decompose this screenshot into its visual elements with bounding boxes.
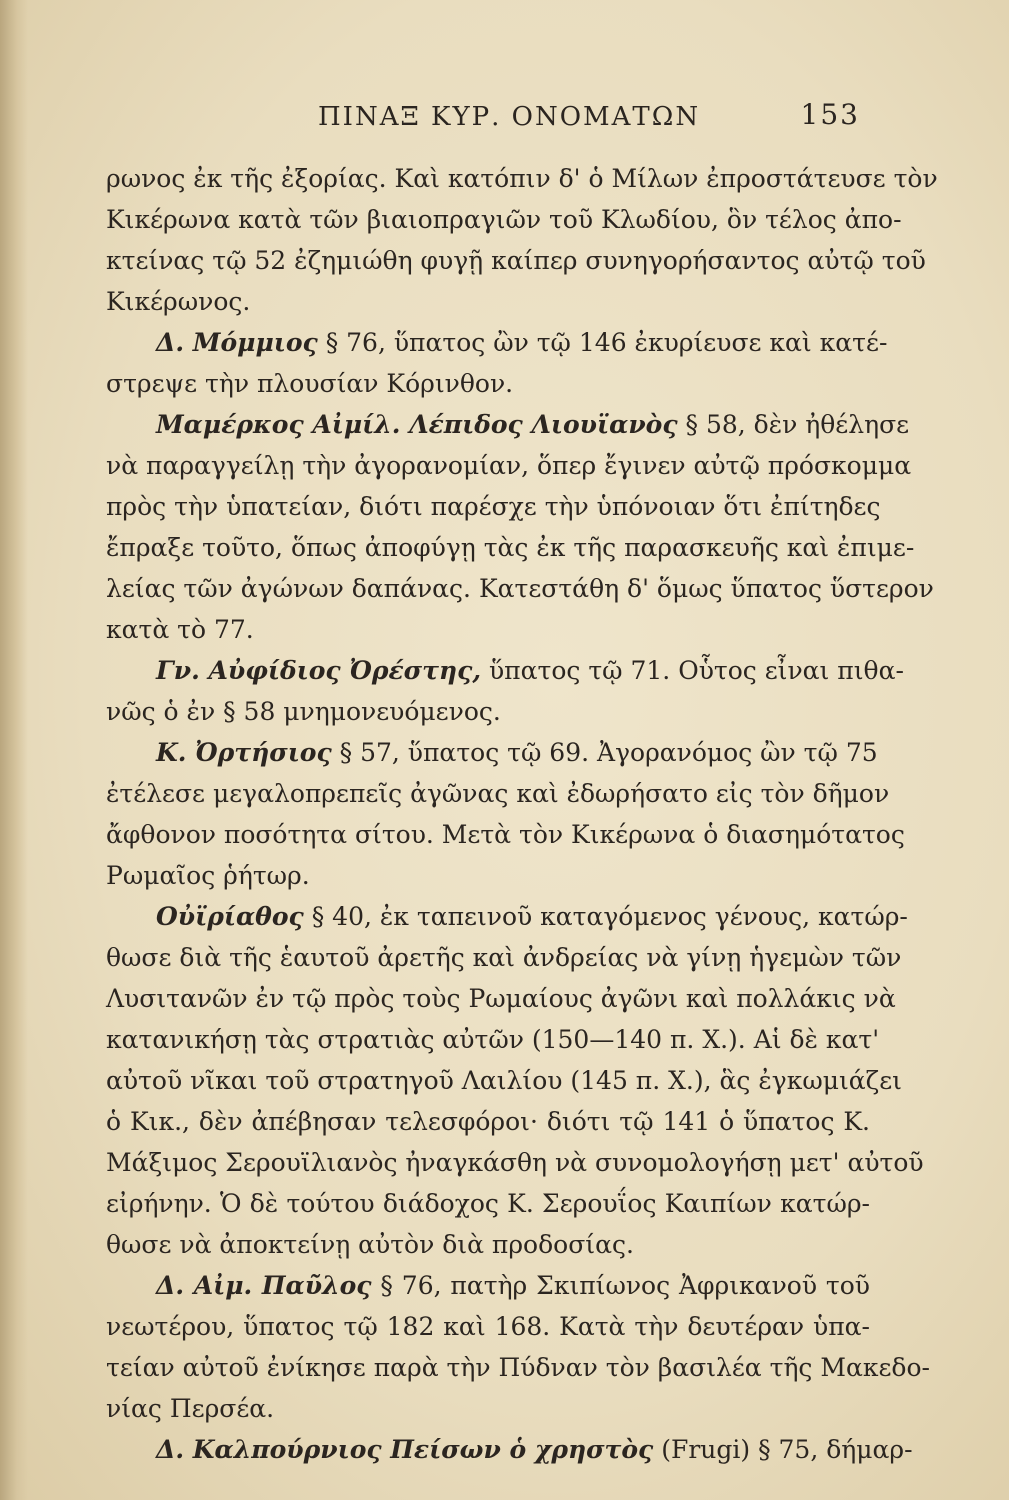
text-line: νίας Περσέα.: [106, 1394, 275, 1423]
text-line: κτείνας τῷ 52 ἐζημιώθη φυγῇ καίπερ συνηγορήσαντος αὐτῷ τοῦ: [106, 246, 926, 275]
entry-text: § 76, πατὴρ Σκιπίωνος Ἀφρικανοῦ τοῦ: [380, 1271, 870, 1300]
text-line: αὐτοῦ νῖκαι τοῦ στρατηγοῦ Λαιλίου (145 π. Χ.), ἃς ἐγκωμιάζει: [106, 1066, 902, 1095]
entry-text: § 57, ὕπατος τῷ 69. Ἀγορανόμος ὢν τῷ 75: [339, 738, 878, 767]
text-line: νῶς ὁ ἐν § 58 μνημονευόμενος.: [106, 697, 501, 726]
text-line: θωσε νὰ ἀποκτείνῃ αὐτὸν διὰ προδοσίας.: [106, 1230, 634, 1259]
entry-first-line: [106, 1265, 870, 1306]
text-line: ρωνος ἐκ τῆς ἐξορίας. Καὶ κατόπιν δ' ὁ Μίλων ἐπροστάτευσε τὸν: [106, 164, 938, 193]
page-body: [106, 158, 938, 1470]
text-line: Λυσιτανῶν ἐν τῷ πρὸς τοὺς Ρωμαίους ἀγῶνι καὶ πολλάκις νὰ: [106, 984, 896, 1013]
page-binding-shadow: [0, 0, 28, 1500]
entry-text: § 40, ἐκ ταπεινοῦ καταγόμενος γένους, κατώρ-: [311, 902, 908, 931]
text-line: στρεψε τὴν πλουσίαν Κόρινθον.: [106, 369, 514, 398]
text-line: λείας τῶν ἀγώνων δαπάνας. Κατεστάθη δ' ὅμως ὕπατος ὕστερον: [106, 574, 934, 603]
text-line: Κικέρωνα κατὰ τῶν βιαιοπραγιῶν τοῦ Κλωδίου, ὃν τέλος ἀπο-: [106, 205, 902, 234]
entry-first-line: [106, 404, 910, 445]
text-line: Κικέρωνος.: [106, 287, 251, 316]
entry-first-line: [106, 322, 888, 363]
running-title: ΠΙΝΑΞ ΚΥΡ. ΟΝΟΜΑΤΩΝ: [318, 102, 701, 132]
text-line: Μάξιμος Σερουϊλιανὸς ἠναγκάσθη νὰ συνομολογήσῃ μετ' αὐτοῦ: [106, 1148, 924, 1177]
text-line: πρὸς τὴν ὑπατείαν, διότι παρέσχε τὴν ὑπόνοιαν ὅτι ἐπίτηδες: [106, 492, 881, 521]
text-line: εἰρήνην. Ὁ δὲ τούτου διάδοχος Κ. Σερουΐος Καιπίων κατώρ-: [106, 1189, 870, 1218]
entry-name: Δ. Καλπούρνιος Πείσων ὁ χρηστὸς: [156, 1435, 654, 1464]
entry-name: Γν. Αὐφίδιος Ὀρέστης,: [156, 656, 482, 685]
entry-name: Δ. Μόμμιος: [156, 328, 318, 357]
text-line: κατανικήσῃ τὰς στρατιὰς αὐτῶν (150—140 π. Χ.). Αἱ δὲ κατ': [106, 1025, 880, 1054]
entry-text: § 58, δὲν ἠθέλησε: [685, 410, 910, 439]
text-line: νεωτέρου, ὕπατος τῷ 182 καὶ 168. Κατὰ τὴν δευτέραν ὑπα-: [106, 1312, 870, 1341]
text-line: νὰ παραγγείλῃ τὴν ἀγορανομίαν, ὅπερ ἔγινεν αὐτῷ πρόσκομμα: [106, 451, 912, 480]
text-line: κατὰ τὸ 77.: [106, 615, 254, 644]
entry-first-line: [106, 1429, 913, 1470]
text-line: τείαν αὐτοῦ ἐνίκησε παρὰ τὴν Πύδναν τὸν βασιλέα τῆς Μακεδο-: [106, 1353, 930, 1382]
entry-name: Κ. Ὀρτήσιος: [156, 738, 332, 767]
entry-name: Μαμέρκος Αἰμίλ. Λέπιδος Λιουϊανὸς: [156, 410, 678, 439]
text-line: ἔπραξε τοῦτο, ὅπως ἀποφύγῃ τὰς ἐκ τῆς παρασκευῆς καὶ ἐπιμε-: [106, 533, 915, 562]
text-line: Ρωμαῖος ῥήτωρ.: [106, 861, 310, 890]
page-number: 153: [800, 98, 860, 131]
entry-text: ὕπατος τῷ 71. Οὗτος εἶναι πιθα-: [488, 656, 904, 685]
text-line: ἐτέλεσε μεγαλοπρεπεῖς ἀγῶνας καὶ ἐδωρήσατο εἰς τὸν δῆμον: [106, 779, 890, 808]
text-line: ὁ Κικ., δὲν ἀπέβησαν τελεσφόροι· διότι τῷ 141 ὁ ὕπατος Κ.: [106, 1107, 870, 1136]
text-line: θωσε διὰ τῆς ἑαυτοῦ ἀρετῆς καὶ ἀνδρείας νὰ γίνῃ ἡγεμὼν τῶν: [106, 943, 902, 972]
entry-name: Οὐϊρίαθος: [156, 902, 304, 931]
entry-first-line: [106, 732, 878, 773]
text-line: ἄφθονον ποσότητα σίτου. Μετὰ τὸν Κικέρωνα ὁ διασημότατος: [106, 820, 905, 849]
entry-first-line: [106, 896, 908, 937]
page-header: [300, 98, 860, 138]
entry-name: Δ. Αἰμ. Παῦλος: [156, 1271, 372, 1300]
entry-text: § 76, ὕπατος ὢν τῷ 146 ἐκυρίευσε καὶ κατέ-: [325, 328, 888, 357]
entry-text: (Frugi) § 75, δήμαρ-: [661, 1435, 913, 1464]
entry-first-line: [106, 650, 904, 691]
